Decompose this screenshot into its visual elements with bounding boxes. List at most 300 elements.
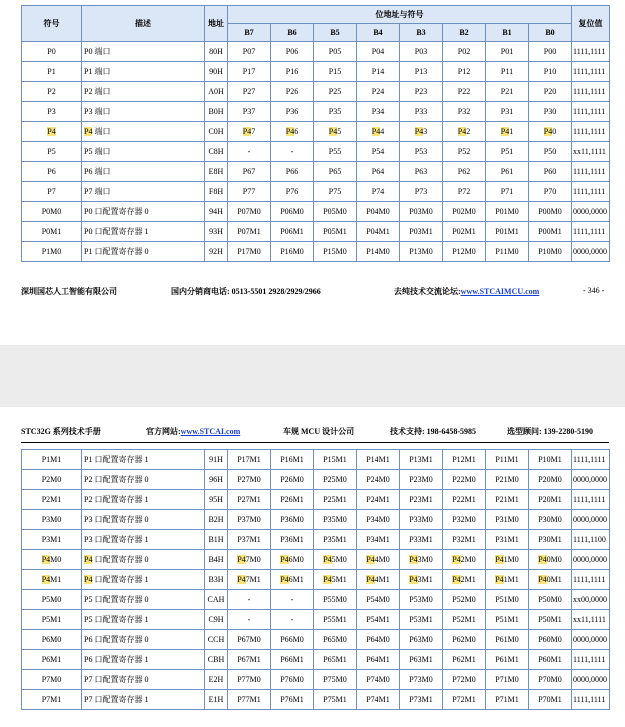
register-symbol: P7 [22,182,82,202]
register-reset-value: 1111,1111 [572,490,610,510]
highlight-mark: P4 [538,575,547,584]
register-bit: - [228,590,271,610]
header-manual-title: STC32G 系列技术手册 [21,427,101,436]
register-address: 93H [205,222,228,242]
register-description: P1 口配置寄存器 1 [82,450,205,470]
register-bit: P66M1 [271,650,314,670]
register-bit: P73 [400,182,443,202]
register-address: B0H [205,102,228,122]
register-bit: P76M1 [271,690,314,710]
register-bit: P24M1 [357,490,400,510]
highlight-mark: P4 [84,127,93,136]
register-bit: P16M1 [271,450,314,470]
register-reset-value: xx11,1111 [572,142,610,162]
table-row [22,550,610,570]
register-bit: P37M1 [228,530,271,550]
document-page-top [0,0,625,345]
register-bit: P00M0 [529,202,572,222]
register-bit: P06 [271,42,314,62]
register-description: P3 口配置寄存器 0 [82,510,205,530]
register-bit: P72 [443,182,486,202]
register-bit: P15M0 [314,242,357,262]
register-bit: P31M0 [486,510,529,530]
register-address: F8H [205,182,228,202]
register-bit: P44M0 [357,550,400,570]
register-bit: P31 [486,102,529,122]
register-bit: P44M1 [357,570,400,590]
register-address: CCH [205,630,228,650]
register-bit: P64M1 [357,650,400,670]
register-bit: P61M0 [486,630,529,650]
register-bit: P04 [357,42,400,62]
register-reset-value: xx11,1111 [572,610,610,630]
register-bit: P63M0 [400,630,443,650]
header-address: 地址 [205,6,228,42]
table-row [22,142,610,162]
sfr-register-table-continued [21,449,610,710]
register-bit: P43 [400,122,443,142]
table-row [22,242,610,262]
footer-forum [394,286,539,297]
register-bit: P02M0 [443,202,486,222]
register-reset-value: 0000,0000 [572,670,610,690]
table-row [22,690,610,710]
register-bit: P20M0 [529,470,572,490]
table-row [22,222,610,242]
register-bit: P46M1 [271,570,314,590]
register-bit: P47M1 [228,570,271,590]
register-bit: P47 [228,122,271,142]
highlight-mark: P4 [237,555,246,564]
register-bit: P22M0 [443,470,486,490]
highlight-mark: P4 [84,555,93,564]
register-address: 94H [205,202,228,222]
register-symbol: P1M0 [22,242,82,262]
register-bit: P40M0 [529,550,572,570]
register-bit: P05M0 [314,202,357,222]
register-reset-value: 0000,0000 [572,510,610,530]
header-symbol: 符号 [22,6,82,42]
register-bit: P40M1 [529,570,572,590]
register-description: P2 口配置寄存器 0 [82,470,205,490]
register-bit: P17M0 [228,242,271,262]
register-bit: P30M0 [529,510,572,530]
register-bit: P11 [486,62,529,82]
highlight-mark: P4 [366,575,375,584]
register-address: C0H [205,122,228,142]
register-symbol: P0 [22,42,82,62]
register-bit: P63 [400,162,443,182]
register-bit: P35M0 [314,510,357,530]
register-bit: P11M0 [486,242,529,262]
register-reset-value: 0000,0000 [572,242,610,262]
register-bit: - [228,142,271,162]
register-symbol: P6 [22,162,82,182]
register-reset-value: 0000,0000 [572,550,610,570]
register-bit: P00 [529,42,572,62]
register-bit: P21 [486,82,529,102]
register-bit: P34 [357,102,400,122]
register-bit: P32 [443,102,486,122]
register-bit: P41M1 [486,570,529,590]
table-row [22,490,610,510]
register-reset-value: 1111,1100 [572,530,610,550]
register-bit: P45M0 [314,550,357,570]
register-bit: P75 [314,182,357,202]
header-site-label: 官方网站: [146,427,181,436]
register-bit: P20M1 [529,490,572,510]
register-symbol: P0M1 [22,222,82,242]
register-symbol: P5M0 [22,590,82,610]
page-number: - 346 - [583,286,605,295]
register-symbol: P2M0 [22,470,82,490]
register-bit: P34M1 [357,530,400,550]
register-address: B4H [205,550,228,570]
register-bit: P65M0 [314,630,357,650]
header-consultant: 选型顾问: 139-2280-5190 [507,427,593,436]
register-address: CBH [205,650,228,670]
highlight-mark: P4 [47,127,56,136]
register-bit: P13 [400,62,443,82]
table-row [22,202,610,222]
register-bit: P36M0 [271,510,314,530]
register-bit: P21M1 [486,490,529,510]
register-bit: P04M1 [357,222,400,242]
highlight-mark: P4 [280,575,289,584]
register-bit: P64 [357,162,400,182]
register-symbol: P5M1 [22,610,82,630]
register-bit: P33 [400,102,443,122]
register-reset-value: 1111,1111 [572,182,610,202]
table-row [22,570,610,590]
highlight-mark: P4 [323,575,332,584]
table-row [22,82,610,102]
register-bit: P00M1 [529,222,572,242]
register-description: P6 口配置寄存器 0 [82,630,205,650]
register-description: P4 口配置寄存器 0 [82,550,205,570]
register-bit: P67 [228,162,271,182]
register-description: P5 口配置寄存器 1 [82,610,205,630]
register-bit: P74M0 [357,670,400,690]
register-bit: P65 [314,162,357,182]
register-bit: P67M1 [228,650,271,670]
register-symbol: P3M1 [22,530,82,550]
register-bit: P33M0 [400,510,443,530]
highlight-mark: P4 [41,555,51,564]
register-bit: P45M1 [314,570,357,590]
header-bit-b3: B3 [400,24,443,42]
register-bit: P74 [357,182,400,202]
register-symbol: P7M0 [22,670,82,690]
highlight-mark: P4 [366,555,375,564]
register-bit: P34M0 [357,510,400,530]
highlight-mark: P4 [495,575,504,584]
register-bit: P62M1 [443,650,486,670]
register-address: CAH [205,590,228,610]
register-symbol [22,122,82,142]
register-bit: P21M0 [486,470,529,490]
highlight-mark: P4 [495,555,504,564]
forum-link[interactable]: www.STCAIMCU.com [460,287,540,296]
register-bit: P76 [271,182,314,202]
header-site [146,426,240,437]
register-bit: P30M1 [529,530,572,550]
register-address: C9H [205,610,228,630]
register-bit: P27M0 [228,470,271,490]
header-description: 描述 [82,6,205,42]
table-row [22,122,610,142]
register-bit: P77 [228,182,271,202]
register-bit: P66M0 [271,630,314,650]
register-bit: P22M1 [443,490,486,510]
register-bit: P41 [486,122,529,142]
register-bit: P76M0 [271,670,314,690]
register-reset-value: 1111,1111 [572,122,610,142]
register-bit: P77M1 [228,690,271,710]
highlight-mark: P4 [41,575,51,584]
page-footer [21,286,625,300]
table-row [22,610,610,630]
register-bit: P23M1 [400,490,443,510]
register-bit: P70 [529,182,572,202]
register-bit: P75M0 [314,670,357,690]
header-rule [21,442,609,443]
table-header-row [22,6,610,24]
register-bit: P01M0 [486,202,529,222]
register-bit: P24M0 [357,470,400,490]
register-bit: P71 [486,182,529,202]
register-bit: P32M0 [443,510,486,530]
register-description: P0 端口 [82,42,205,62]
footer-company: 深圳国芯人工智能有限公司 [21,287,117,296]
register-bit: P02 [443,42,486,62]
register-bit: P35 [314,102,357,122]
register-description: P6 口配置寄存器 1 [82,650,205,670]
register-bit: P51 [486,142,529,162]
register-description: P4 口配置寄存器 1 [82,570,205,590]
register-description: P7 口配置寄存器 0 [82,670,205,690]
header-bit-b2: B2 [443,24,486,42]
table-row [22,530,610,550]
header-bit-b1: B1 [486,24,529,42]
register-reset-value: 0000,0000 [572,470,610,490]
register-bit: P65M1 [314,650,357,670]
register-description: P7 口配置寄存器 1 [82,690,205,710]
register-bit: P24 [357,82,400,102]
register-bit: P23M0 [400,470,443,490]
register-bit: P71M0 [486,670,529,690]
register-description: P0 口配置寄存器 1 [82,222,205,242]
register-bit: P67M0 [228,630,271,650]
sfr-register-table [21,5,610,262]
table-row [22,42,610,62]
table-row [22,590,610,610]
register-bit: P37M0 [228,510,271,530]
register-bit: P42 [443,122,486,142]
register-bit: P32M1 [443,530,486,550]
register-symbol: P6M0 [22,630,82,650]
register-bit: P04M0 [357,202,400,222]
register-description: P2 端口 [82,82,205,102]
register-bit: P71M1 [486,690,529,710]
register-description: P7 端口 [82,182,205,202]
table-row [22,102,610,122]
footer-forum-label: 去纯技术交流论坛: [394,287,461,296]
register-bit: P62 [443,162,486,182]
register-symbol: P2 [22,82,82,102]
table-row [22,470,610,490]
register-bit: P30 [529,102,572,122]
register-bit: P12M1 [443,450,486,470]
register-bit: P07 [228,42,271,62]
register-bit: P01 [486,42,529,62]
register-bit: P36 [271,102,314,122]
register-bit: P54M0 [357,590,400,610]
register-symbol: P4M0 [22,550,82,570]
register-bit: P31M1 [486,530,529,550]
register-address: E1H [205,690,228,710]
table-row [22,510,610,530]
register-reset-value: 1111,1111 [572,650,610,670]
register-bit: P45 [314,122,357,142]
table-row [22,450,610,470]
header-designer: 车规 MCU 设计公司 [283,427,355,436]
highlight-mark: P4 [237,575,246,584]
register-bit: P36M1 [271,530,314,550]
register-bit: P50M0 [529,590,572,610]
register-bit: P15 [314,62,357,82]
register-address: B3H [205,570,228,590]
register-description: P5 口配置寄存器 0 [82,590,205,610]
register-bit: P23 [400,82,443,102]
register-reset-value: 1111,1111 [572,42,610,62]
register-bit: P53M0 [400,590,443,610]
register-description: P6 端口 [82,162,205,182]
register-bit: P42M0 [443,550,486,570]
site-link[interactable]: www.STCAI.com [180,427,241,436]
register-bit: P74M1 [357,690,400,710]
register-description: P3 口配置寄存器 1 [82,530,205,550]
register-bit: P05M1 [314,222,357,242]
register-bit: P11M1 [486,450,529,470]
register-bit: P02M1 [443,222,486,242]
highlight-mark: P4 [452,575,461,584]
register-bit: P64M0 [357,630,400,650]
register-bit: P63M1 [400,650,443,670]
highlight-mark: P4 [457,127,467,136]
register-bit: P26M1 [271,490,314,510]
register-bit: P42M1 [443,570,486,590]
highlight-mark: P4 [538,555,547,564]
highlight-mark: P4 [414,127,424,136]
header-bit-address: 位地址与符号 [228,6,572,24]
register-reset-value: xx00,0000 [572,590,610,610]
register-bit: P14 [357,62,400,82]
register-bit: P70M1 [529,690,572,710]
register-bit: P51M1 [486,610,529,630]
highlight-mark: P4 [328,127,338,136]
register-bit: P10 [529,62,572,82]
header-support: 技术支持: 198-6458-5985 [390,427,476,436]
register-bit: P27M1 [228,490,271,510]
highlight-mark: P4 [280,555,289,564]
header-bit-b0: B0 [529,24,572,42]
register-reset-value: 1111,1111 [572,102,610,122]
header-bit-b7: B7 [228,24,271,42]
register-address: 80H [205,42,228,62]
register-bit: - [271,142,314,162]
register-bit: - [271,610,314,630]
register-bit: P25M0 [314,470,357,490]
table-row [22,670,610,690]
register-bit: P10M1 [529,450,572,470]
register-bit: P26 [271,82,314,102]
highlight-mark: P4 [84,575,93,584]
register-symbol: P3M0 [22,510,82,530]
register-bit: P27 [228,82,271,102]
register-bit: - [228,610,271,630]
register-bit: P41M0 [486,550,529,570]
register-symbol: P6M1 [22,650,82,670]
register-reset-value: 1111,1111 [572,82,610,102]
register-bit: P17M1 [228,450,271,470]
register-bit: P62M0 [443,630,486,650]
register-bit: P14M1 [357,450,400,470]
register-address: A0H [205,82,228,102]
register-symbol: P1 [22,62,82,82]
register-address: E2H [205,670,228,690]
register-bit: P70M0 [529,670,572,690]
highlight-mark: P4 [242,127,252,136]
register-reset-value: 1111,1111 [572,450,610,470]
table-row [22,62,610,82]
register-bit: P52M1 [443,610,486,630]
register-reset-value: 0000,0000 [572,630,610,650]
register-symbol: P0M0 [22,202,82,222]
page-gap [0,345,625,407]
highlight-mark: P4 [285,127,295,136]
register-bit: P12 [443,62,486,82]
register-bit: P53 [400,142,443,162]
register-bit: P05 [314,42,357,62]
register-bit: P03 [400,42,443,62]
register-bit: P44 [357,122,400,142]
register-reset-value: 1111,1111 [572,690,610,710]
register-bit: P14M0 [357,242,400,262]
highlight-mark: P4 [409,555,418,564]
highlight-mark: P4 [500,127,510,136]
register-bit: P13M1 [400,450,443,470]
register-bit: P55M0 [314,590,357,610]
register-description: P0 口配置寄存器 0 [82,202,205,222]
register-symbol: P5 [22,142,82,162]
register-reset-value: 1111,1111 [572,62,610,82]
register-description: P2 口配置寄存器 1 [82,490,205,510]
register-bit: P16 [271,62,314,82]
register-bit: P54M1 [357,610,400,630]
register-bit: P51M0 [486,590,529,610]
register-bit: P06M1 [271,222,314,242]
register-bit: P52 [443,142,486,162]
register-bit: P10M0 [529,242,572,262]
register-address: B2H [205,510,228,530]
register-bit: P73M0 [400,670,443,690]
register-bit: P72M1 [443,690,486,710]
register-bit: P07M0 [228,202,271,222]
register-bit: P06M0 [271,202,314,222]
register-address: 92H [205,242,228,262]
register-bit: P73M1 [400,690,443,710]
